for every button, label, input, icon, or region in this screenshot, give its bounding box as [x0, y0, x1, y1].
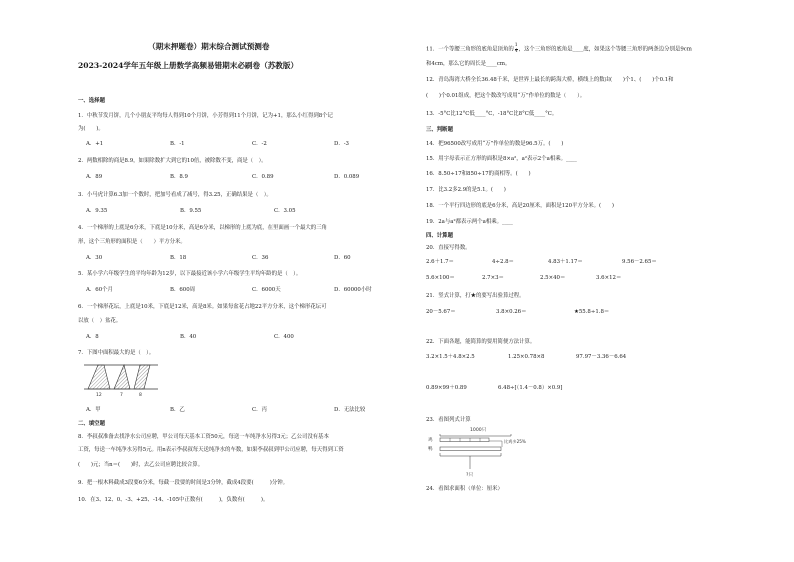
- q8-line1: 8．李叔叔准备去找净水公司应聘，甲公司每天基本工资50元，每送一车纯净水另得3元；乙公司没有基本: [78, 434, 329, 440]
- q4-option-c[interactable]: C．36: [252, 255, 269, 261]
- section-choice: 一、选择题: [78, 98, 105, 104]
- q11-frac-den: 4: [514, 48, 518, 54]
- q11-line1: [426, 44, 692, 54]
- q5-stem: 5．某小学六年级学生的平均年龄为12岁，以下最接近该小学六年级学生平均年龄的是（ ）。: [78, 271, 302, 277]
- q17: 17．比3.2多2.9的是5.1。( ): [426, 187, 506, 193]
- q4-stem-line1: 4．一个梯形的上底是6分米，下底是10分米，高是6分米，以梯形的上底为底，在里面画一个最大的三角: [78, 225, 327, 231]
- q4-option-a[interactable]: A．30: [86, 255, 103, 261]
- q1-option-d[interactable]: D．-3: [334, 141, 349, 147]
- q3-option-c[interactable]: C．3.05: [274, 208, 296, 214]
- exam-title: （期末押题卷）期末综合测试预测卷: [148, 42, 270, 51]
- q23-total-bracket: [440, 434, 511, 436]
- q2-stem: 2．两数相除的商是8.9，如果除数扩大到它的10倍，被除数不变，商是（ ）。: [78, 158, 267, 164]
- q3-option-a[interactable]: A．9.35: [86, 208, 108, 214]
- q23-diagram: [426, 425, 556, 479]
- q11-text-a: 11．一个等腰三角形的底角是顶角的: [426, 46, 514, 53]
- q23-stem: 23．看图列式计算: [426, 417, 471, 423]
- q4-option-d[interactable]: D．60: [334, 255, 351, 261]
- q4-option-b[interactable]: B．18: [170, 255, 187, 261]
- q7-shape-bing: [134, 365, 150, 389]
- q16: 16．8.50÷17和850÷17的商相等。( ): [426, 171, 531, 177]
- q22-stem: 22．下面各题，能简算的要用简便方法计算。: [426, 339, 536, 345]
- q8-line3: ( )元；当n＝( )时，去乙公司应聘比较合算。: [78, 462, 204, 468]
- q3-stem: 3．小马虎计算6.3加一个数时，把加号看成了减号，得3.25，正确结果是（ ）。: [78, 192, 272, 198]
- q23-bar-a: [440, 438, 489, 442]
- q11-frac-num: 1: [514, 43, 518, 48]
- q7-fig-label-2: 7: [120, 393, 123, 398]
- q20-item-6: 2.7×3＝: [482, 275, 504, 281]
- q24-stem: 24．看图求面积（单位：厘米）: [426, 486, 503, 492]
- q1-option-a[interactable]: A．+1: [86, 141, 104, 147]
- section-fill-blank: 二、填空题: [78, 421, 105, 427]
- q7-option-b[interactable]: B．乙: [170, 407, 185, 413]
- q3-option-b[interactable]: B．9.55: [180, 208, 202, 214]
- q5-option-b[interactable]: B．600周: [170, 287, 196, 293]
- q14: 14．把96500改写成用“万”作单位的数是96.5万。( ): [426, 141, 564, 147]
- q1-stem-line1: 1．中秋节发月饼，几个小朋友平均每人得到10个月饼，小芳得到11个月饼，记为+1，那么小红得到8个记: [78, 113, 333, 119]
- q8-line2: 工资，每送一车纯净水另得5元。用n表示李叔叔每天送纯净水的车数，如果李叔叔到甲公司应聘，每天得到工资: [78, 447, 344, 453]
- q7-fig-label-3: 8: [139, 393, 142, 398]
- q22-item-4: 0.89×99＋0.89: [426, 385, 467, 391]
- q6-option-a[interactable]: A．8: [86, 334, 99, 340]
- q1-option-b[interactable]: B．-1: [170, 141, 185, 147]
- section-calc: 四、计算题: [426, 233, 453, 239]
- q20-item-5: 5.6×100＝: [426, 275, 455, 281]
- q2-option-c[interactable]: C．0.89: [252, 174, 274, 180]
- q23-extra-bracket: [489, 441, 502, 447]
- q11-text-b: ，这个三角形的底角是____度，如果这个等腰三角形的两条边分别是9cm: [518, 46, 692, 53]
- q22-item-5: 6.48÷[（1.4－0.8）×0.9]: [498, 385, 563, 391]
- q6-stem-line1: 6．一个梯形花坛，上底是10米，下底是12米，高是8米。如果每盆花占地22平方分米，这个梯形花坛可: [78, 304, 327, 310]
- exam-subtitle: 2023-2024学年五年级上册数学高频易错期末必刷卷（苏教版）: [78, 61, 299, 70]
- q20-item-1: 2.6＋1.7＝: [426, 259, 454, 265]
- q7-shape-yi: [114, 365, 130, 389]
- q13: 13．-5°C比12°C低____°C，-18°C比8°C低____°C。: [426, 111, 558, 117]
- q7-shape-jia: [88, 365, 110, 389]
- q23-row-a-label: 鸡: [428, 438, 433, 443]
- q23-bar-b: [440, 447, 501, 451]
- q15: 15．用字母表示正方形的面积是8×a²，a²表示2个a相乘。____: [426, 156, 577, 162]
- q23-unknown: ?只: [466, 473, 474, 478]
- q22-item-2: 1.25×0.78×8: [508, 354, 545, 360]
- q19: 19．2a与a²都表示两个a相乘。____: [426, 219, 513, 225]
- q7-fig-label-1: 12: [96, 393, 102, 398]
- section-judge: 三、判断题: [426, 127, 453, 133]
- q5-option-a[interactable]: A．60个月: [86, 287, 113, 293]
- q23-note: 比鸡多25%: [504, 439, 526, 444]
- q1-stem-line2: 为( )。: [78, 126, 104, 132]
- q20-item-2: 4÷2.8＝: [492, 259, 514, 265]
- q7-option-a[interactable]: A．甲: [86, 407, 101, 413]
- q5-option-d[interactable]: D．60000小时: [334, 287, 372, 293]
- q23-row-b-label: 鸭: [428, 447, 433, 452]
- q6-stem-line2: 以放（ ）盆花。: [78, 318, 122, 324]
- q12-line2: ( )个0.01组成，把这个数改写成用“万”作单位的数是（ ）。: [426, 93, 586, 99]
- q1-option-c[interactable]: C．-2: [252, 141, 267, 147]
- q11-fraction: [515, 44, 518, 54]
- q20-item-7: 2.5×40＝: [540, 275, 566, 281]
- q7-option-c[interactable]: C．丙: [252, 407, 267, 413]
- q21-item-1: 20－5.67＝: [426, 309, 456, 315]
- q23-total-label: 1000只: [470, 428, 487, 433]
- q20-stem: 20．直接写得数。: [426, 245, 471, 251]
- q20-item-8: 3.6×12＝: [596, 275, 622, 281]
- q22-item-1: 3.2×1.5＋4.8×2.5: [426, 354, 475, 360]
- q20-item-3: 4.83＋1.17＝: [548, 259, 583, 265]
- q6-option-b[interactable]: B．40: [180, 334, 197, 340]
- q2-option-d[interactable]: D．0.089: [334, 174, 360, 180]
- q7-stem: 7．下图中面积最大的是（ ）。: [78, 350, 155, 356]
- q7-option-d[interactable]: D．无法比较: [334, 407, 366, 413]
- q9: 9．把一根木料截成3段要6分米，每截一段要的时间是3分钟，截成4段要( )分钟。: [78, 480, 289, 486]
- q23-b-bracket: [440, 453, 501, 456]
- q12-line1: 12．青岛海湾大桥全长36.48千米，是世界上最长的跨海大桥，横线上的数由( )个1、( )个0.1和: [426, 77, 674, 83]
- q7-figure: [84, 362, 158, 398]
- q2-option-a[interactable]: A．89: [86, 174, 103, 180]
- q4-stem-line2: 形，这个三角形的面积是（ ）平方分米。: [78, 239, 186, 245]
- q2-option-b[interactable]: B．8.9: [170, 174, 188, 180]
- q18: 18．一个平行四边形的底是6分米，高是20厘米，面积是120平方分米。( ): [426, 203, 614, 209]
- q20-item-4: 9.56－2.65＝: [622, 259, 657, 265]
- q6-option-c[interactable]: C．400: [274, 334, 294, 340]
- q10: 10．在3、12、0、-3、+25、-14、-105中正数有( )，负数有( )。: [78, 497, 269, 503]
- q21-item-3: ★55.8÷1.8＝: [574, 309, 610, 315]
- q5-option-c[interactable]: C．6000天: [252, 287, 281, 293]
- q11-line2: 和4cm，那么它的周长是____cm。: [426, 61, 511, 67]
- q22-item-3: 97.97－3.36－6.64: [576, 354, 627, 360]
- q21-stem: 21．竖式计算，打★的要写出验算过程。: [426, 293, 525, 299]
- q21-item-2: 3.8×0.26＝: [496, 309, 527, 315]
